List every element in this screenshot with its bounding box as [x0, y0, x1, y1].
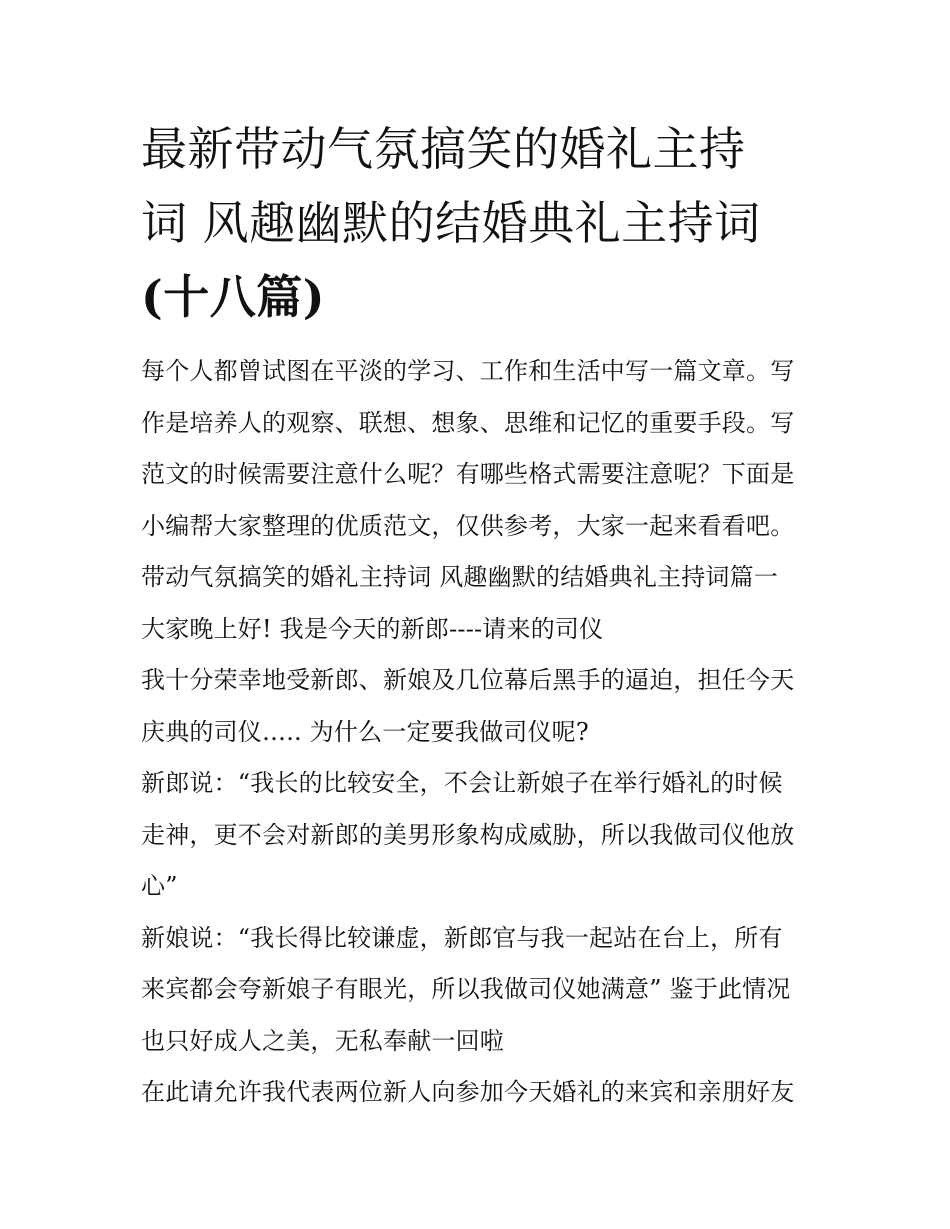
body-line: 走神，更不会对新郎的美男形象构成威胁，所以我做司仪他放 [141, 820, 795, 849]
body-line: 来宾都会夸新娘子有眼光，所以我做司仪她满意” 鉴于此情况 [141, 975, 791, 1003]
document-page [141, 112, 821, 1119]
body-line: 也只好成人之美，无私奉献一回啦 [141, 1026, 504, 1055]
body-line: 小编帮大家整理的优质范文，仅供参考，大家一起来看看吧。 [141, 511, 795, 540]
document-title [141, 112, 821, 334]
body-line: 大家晚上好! 我是今天的新郎----请来的司仪 [141, 614, 604, 643]
body-line: 范文的时候需要注意什么呢？有哪些格式需要注意呢？下面是 [141, 460, 795, 488]
body-line: 在此请允许我代表两位新人向参加今天婚礼的来宾和亲朋好友 [141, 1078, 795, 1106]
section-heading: 带动气氛搞笑的婚礼主持词 风趣幽默的结婚典礼主持词篇一 [141, 563, 779, 591]
body-line: 庆典的司仪….. 为什么一定要我做司仪呢? [141, 717, 589, 746]
body-line: 新郎说：“我长的比较安全，不会让新娘子在举行婚礼的时候 [141, 769, 783, 797]
body-line: 新娘说：“我长得比较谦虚，新郎官与我一起站在台上，所有 [141, 923, 783, 952]
body-line: 作是培养人的观察、联想、想象、思维和记忆的重要手段。写 [141, 408, 795, 437]
body-line: 我十分荣幸地受新郎、新娘及几位幕后黑手的逼迫，担任今天 [141, 666, 795, 694]
title-line: 最新带动气氛搞笑的婚礼主持 [141, 122, 746, 176]
document-body [141, 346, 821, 1119]
body-line: 每个人都曾试图在平淡的学习、工作和生活中写一篇文章。写 [141, 357, 795, 385]
title-line: (十八篇) [141, 270, 326, 324]
body-line: 心” [141, 872, 178, 900]
title-line: 词 风趣幽默的结婚典礼主持词 [141, 196, 761, 250]
